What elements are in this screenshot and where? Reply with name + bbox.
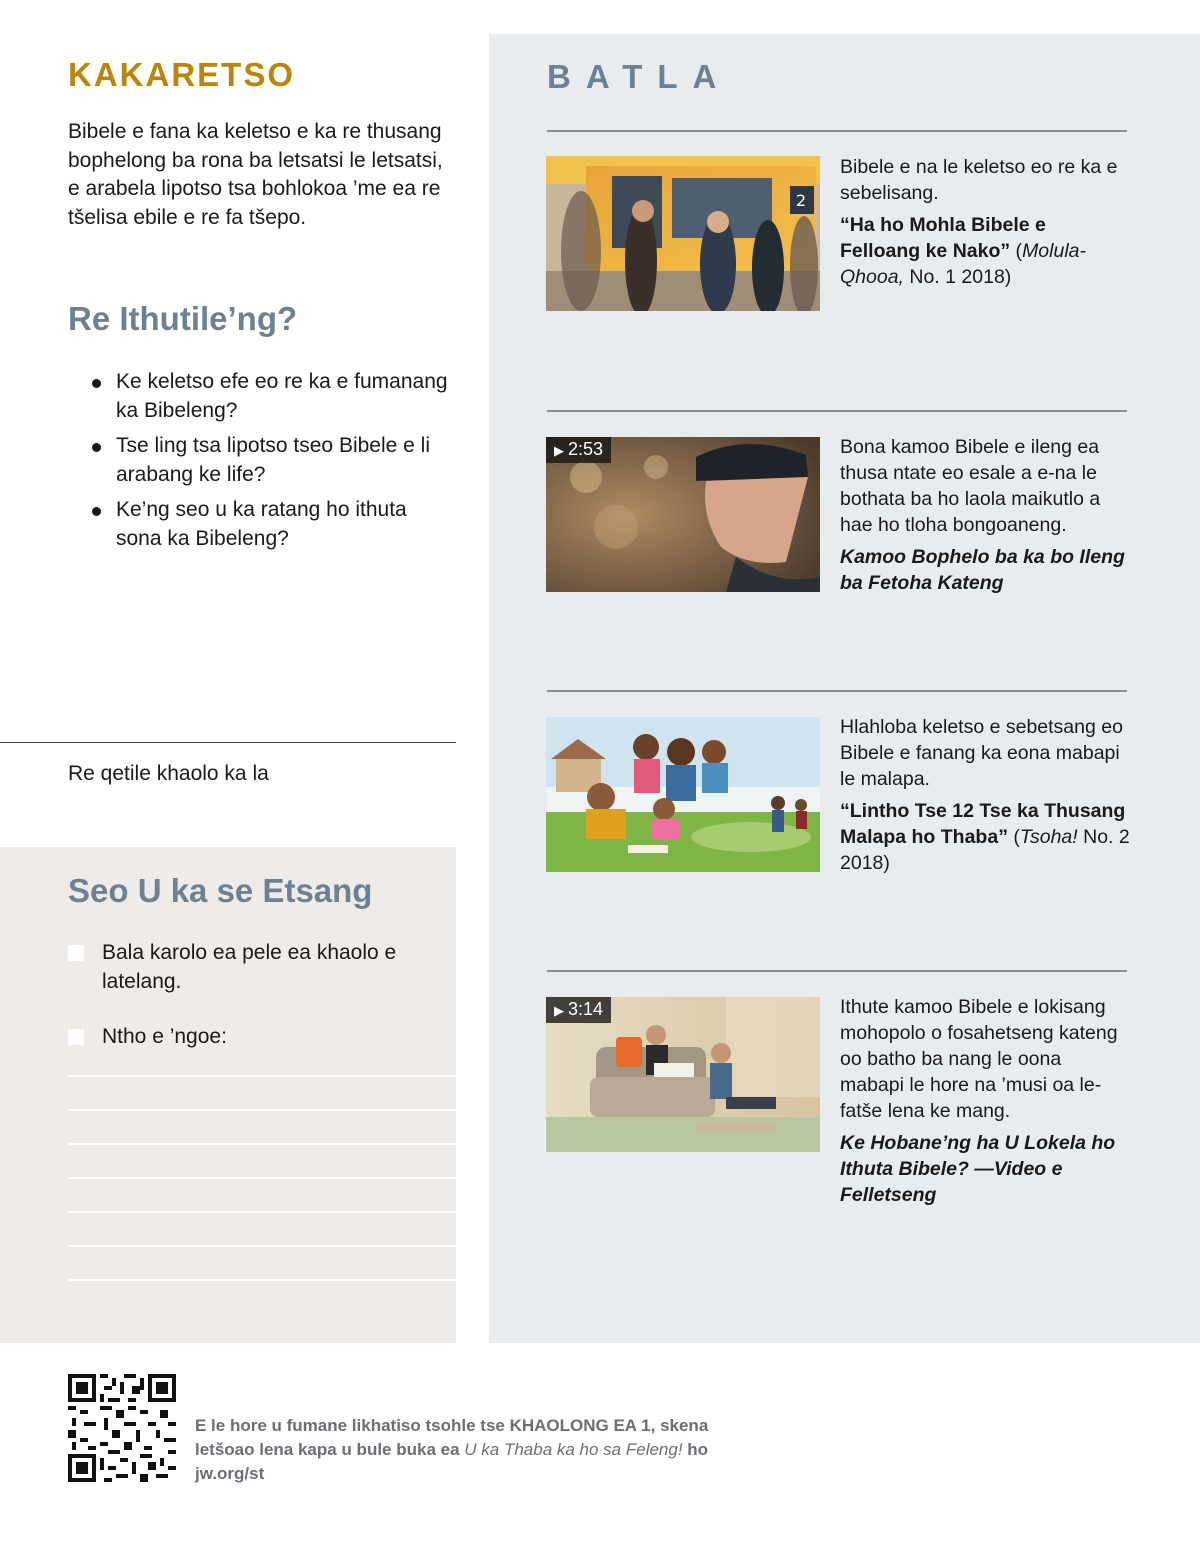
resource-title-link[interactable] (840, 798, 1130, 876)
todo-item-other[interactable] (68, 1023, 402, 1052)
resource-title-link[interactable] (840, 212, 1130, 290)
footer-text: E le hore u fumane likhatiso tsohle tse KHAOLONG EA 1, skena letšoao lena kapa u bule buka ea (195, 1416, 709, 1459)
section-divider (0, 742, 456, 743)
resource-text (840, 994, 1130, 1208)
bullet-icon (92, 507, 101, 516)
svg-text:2: 2 (796, 191, 807, 210)
resource-source-prefix: ( (1007, 826, 1020, 848)
video-duration-badge (546, 437, 611, 463)
resource-source-prefix: ( (1010, 240, 1023, 262)
todo-item-label: Bala karolo ea pele ea khaolo e latelang. (102, 941, 397, 993)
learned-item (92, 432, 452, 489)
resource-thumbnail[interactable] (546, 156, 820, 311)
footer-note (195, 1414, 715, 1486)
todo-panel (0, 847, 456, 1343)
write-in-line[interactable] (68, 1245, 456, 1247)
resource-video-thumbnail[interactable] (546, 997, 820, 1152)
more-heading: BATLA (547, 58, 732, 95)
learned-list (92, 368, 452, 560)
resource-video-thumbnail[interactable] (546, 437, 820, 592)
resource-title[interactable]: Ke Hobane’ng ha U Lokela ho Ithuta Bibele? —Video e Felletseng (840, 1132, 1116, 1206)
checkbox[interactable] (68, 945, 84, 961)
write-in-line[interactable] (68, 1279, 456, 1281)
video-duration: 3:14 (568, 999, 604, 1019)
footer-link-text[interactable]: ho jw.org/st (195, 1440, 709, 1483)
write-in-line[interactable] (68, 1177, 456, 1179)
learned-item (92, 368, 452, 425)
summary-text: Bibele e fana ka keletso e ka re thusang bophelong ba rona ba letsatsi le letsatsi, e arabela lipotso tsa bohlokoa ’me ea re tšelisa ebile e re fa tšepo. (68, 120, 443, 229)
train-station-photo (546, 156, 820, 311)
video-duration: 2:53 (568, 439, 604, 459)
checkbox[interactable] (68, 1029, 84, 1045)
qr-code[interactable] (68, 1374, 176, 1482)
resource-thumbnail[interactable] (546, 717, 820, 872)
video-duration-badge (546, 997, 611, 1023)
resource-source: No. 2 2018) (840, 826, 1130, 874)
completed-date-label: Re qetile khaolo ka la (68, 762, 269, 785)
resource-text (840, 714, 1130, 876)
play-icon: ▶ (554, 1003, 564, 1018)
todo-item-read[interactable] (68, 939, 402, 996)
resource-description: Ithute kamoo Bibele e lokisang mohopolo o fosahetseng kateng oo batho ba nang le oona mabapi le hore na ’musi oa lefatše lena ke mang. (840, 996, 1118, 1122)
write-in-line[interactable] (68, 1109, 456, 1111)
bullet-icon (92, 379, 101, 388)
todo-heading: Seo U ka se Etsang (68, 872, 373, 909)
more-panel (489, 34, 1200, 1343)
learned-heading: Re Ithutile’ng? (68, 300, 298, 337)
learned-item-text: Ke keletso efe eo re ka e fumanang ka Bibeleng? (116, 370, 448, 422)
family-on-grass-photo (546, 717, 820, 872)
todo-item-label: Ntho e ’ngoe: (102, 1025, 227, 1048)
resource-divider (547, 410, 1127, 412)
learned-item-text: Tse ling tsa lipotso tseo Bibele e li arabang ke life? (116, 434, 431, 486)
resource-description: Bona kamoo Bibele e ileng ea thusa ntate eo esale a e-na le bothata ba ho laola maikutlo a hae ho tloha bongoaneng. (840, 436, 1101, 536)
resource-title[interactable]: Kamoo Bophelo ba ka bo Ileng ba Fetoha Kateng (840, 546, 1125, 594)
resource-source: No. 1 2018) (903, 266, 1012, 288)
learned-item-text: Ke’ng seo u ka ratang ho ithuta sona ka Bibeleng? (116, 498, 407, 550)
resource-text (840, 154, 1130, 290)
bullet-icon (92, 443, 101, 452)
write-in-line[interactable] (68, 1143, 456, 1145)
play-icon: ▶ (554, 443, 564, 458)
resource-description: Hlahloba keletso e sebetsang eo Bibele e fanang ka eona mabapi le malapa. (840, 716, 1123, 790)
resource-divider (547, 130, 1127, 132)
book-title: U ka Thaba ka ho sa Feleng! (464, 1440, 683, 1459)
summary-heading: KAKARETSO (68, 56, 296, 93)
resource-source-italic: Tsoha! (1019, 826, 1078, 848)
resource-divider (547, 970, 1127, 972)
resource-divider (547, 690, 1127, 692)
resource-source-italic: Molula-Qhooa, (840, 240, 1086, 288)
resource-description: Bibele e na le keletso eo re ka e sebelisang. (840, 156, 1118, 204)
write-in-line[interactable] (68, 1211, 456, 1213)
resource-title[interactable]: “Lintho Tse 12 Tse ka Thusang Malapa ho Thaba” (840, 800, 1126, 848)
resource-text (840, 434, 1130, 596)
resource-title[interactable]: “Ha ho Mohla Bibele e Felloang ke Nako” (840, 214, 1046, 262)
write-in-line[interactable] (68, 1075, 456, 1077)
learned-item (92, 496, 452, 553)
